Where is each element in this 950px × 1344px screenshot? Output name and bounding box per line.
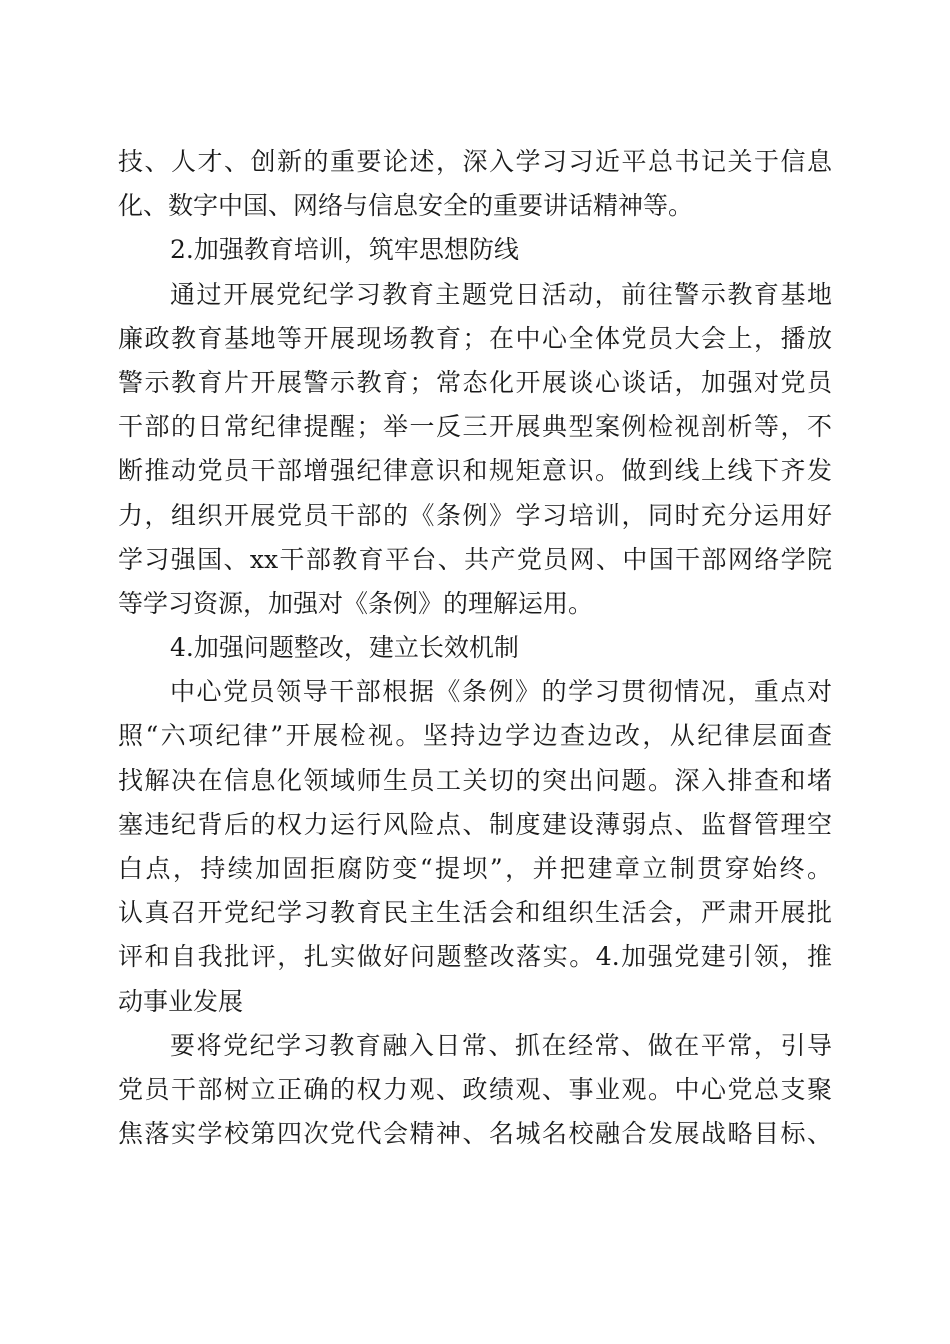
- body-text-line: 塞违纪背后的权力运行风险点、制度建设薄弱点、监督管理空: [118, 809, 832, 839]
- paragraph-first-line: 要将党纪学习教育融入日常、抓在经常、做在平常，引导: [170, 1030, 832, 1060]
- section-heading: 2.加强教育培训，筑牢思想防线: [170, 235, 519, 265]
- body-text-line: 照“六项纪律”开展检视。坚持边学边查边改，从纪律层面查: [118, 721, 832, 751]
- body-text-line: 化、数字中国、网络与信息安全的重要讲话精神等。: [118, 191, 694, 221]
- body-text-line: 断推动党员干部增强纪律意识和规矩意识。做到线上线下齐发: [118, 456, 832, 486]
- body-text-line: 白点，持续加固拒腐防变“提坝”，并把建章立制贯穿始终。: [118, 854, 832, 883]
- body-text-line: 学习强国、xx干部教育平台、共产党员网、中国干部网络学院: [118, 544, 832, 574]
- body-text-line: 等学习资源，加强对《条例》的理解运用。: [118, 588, 594, 618]
- body-text-line: 警示教育片开展警示教育；常态化开展谈心谈话，加强对党员: [118, 367, 832, 397]
- body-text-line: 找解决在信息化领域师生员工关切的突出问题。深入排查和堵: [118, 765, 832, 795]
- body-text-line: 廉政教育基地等开展现场教育；在中心全体党员大会上，播放: [118, 323, 832, 353]
- body-text-line: 动事业发展: [118, 986, 244, 1016]
- document-body: [118, 140, 832, 1156]
- paragraph-first-line: 通过开展党纪学习教育主题党日活动，前往警示教育基地: [170, 279, 832, 309]
- body-text-line: 技、人才、创新的重要论述，深入学习习近平总书记关于信息: [118, 147, 832, 176]
- body-text-line: 焦落实学校第四次党代会精神、名城名校融合发展战略目标、: [118, 1119, 832, 1149]
- paragraph-first-line: 中心党员领导干部根据《条例》的学习贯彻情况，重点对: [170, 677, 832, 707]
- section-heading: 4.加强问题整改，建立长效机制: [170, 633, 519, 663]
- body-text-line: 党员干部树立正确的权力观、政绩观、事业观。中心党总支聚: [118, 1074, 832, 1104]
- body-text-line: 力，组织开展党员干部的《条例》学习培训，同时充分运用好: [118, 500, 832, 530]
- body-text-line: 干部的日常纪律提醒；举一反三开展典型案例检视剖析等，不: [118, 412, 832, 442]
- body-text-line: 认真召开党纪学习教育民主生活会和组织生活会，严肃开展批: [118, 898, 832, 928]
- body-text-line: 评和自我批评，扎实做好问题整改落实。4.加强党建引领，推: [118, 942, 832, 972]
